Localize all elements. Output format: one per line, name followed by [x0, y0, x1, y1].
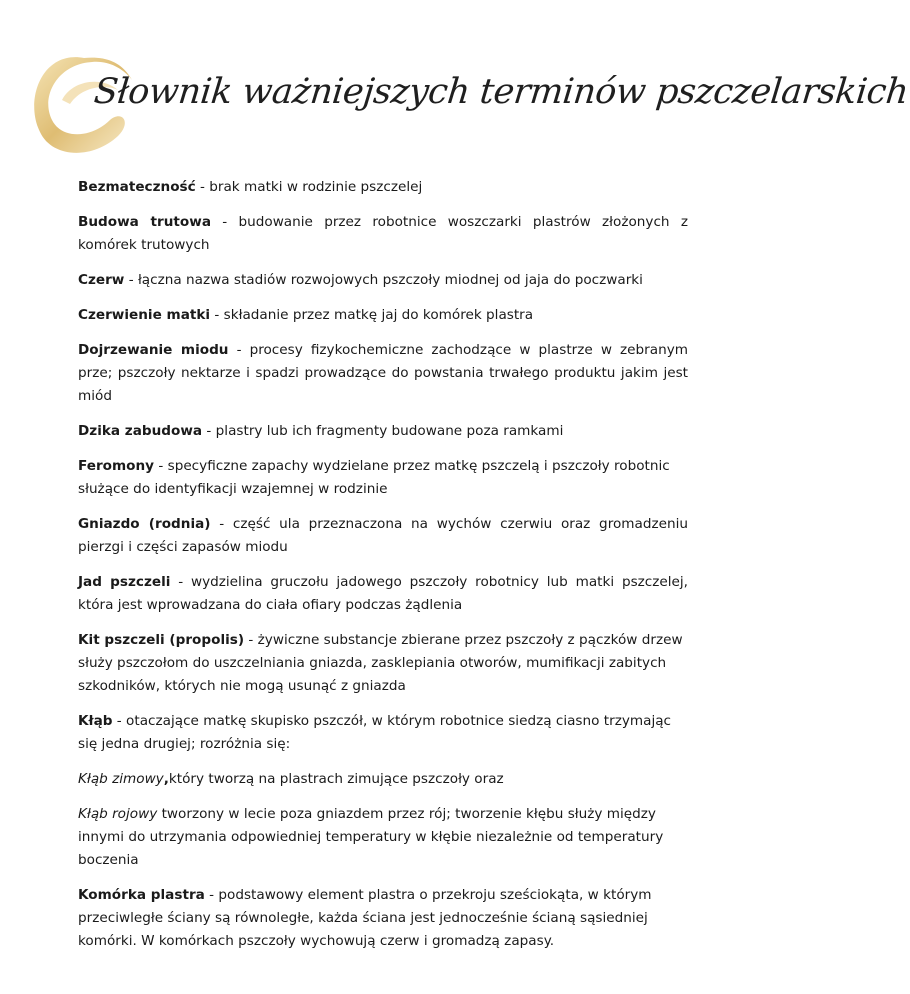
- glossary-entry: [78, 571, 688, 617]
- glossary-separator: -: [210, 307, 224, 323]
- glossary-entry: [78, 455, 688, 501]
- glossary-term: Czerwienie matki: [78, 307, 211, 323]
- glossary-term: Dzika zabudowa: [78, 423, 203, 439]
- glossary-definition: procesy fizykochemiczne zachodzące w plastrze w zebranym prze; pszczoły nektarze i spadzi prowadzące do powstania trwałego produktu jakim jest miód: [78, 342, 688, 404]
- glossary-separator: -: [210, 516, 233, 532]
- glossary-term: Kłąb: [78, 713, 113, 729]
- glossary-list: [78, 176, 688, 965]
- glossary-entry: [78, 420, 688, 443]
- glossary-definition: wydzielina gruczołu jadowego pszczoły robotnicy lub matki pszczelej, która jest wprowadzana do ciała ofiary podczas żądlenia: [78, 574, 689, 613]
- glossary-term: Kłąb rojowy: [78, 806, 158, 822]
- glossary-separator: -: [112, 713, 127, 729]
- glossary-definition: żywiczne substancje zbierane przez pszczoły z pączków drzew służy pszczołom do uszczelniania gniazda, zasklepiania otworów, mumifikacji zabitych szkodników, których nie mogą usunąć z gniazda: [78, 632, 683, 694]
- glossary-definition: łączna nazwa stadiów rozwojowych pszczoły miodnej od jaja do poczwarki: [137, 272, 643, 288]
- glossary-term: Czerw: [78, 272, 125, 288]
- glossary-separator: ,: [163, 771, 169, 787]
- page-title: Słownik ważniejszych terminów pszczelarskich: [92, 72, 910, 112]
- glossary-definition: który tworzą na plastrach zimujące pszczoły oraz: [168, 771, 504, 787]
- glossary-separator: -: [211, 214, 239, 230]
- glossary-term: Kłąb zimowy: [78, 771, 164, 787]
- glossary-term: Kit pszczeli (propolis): [78, 632, 245, 648]
- glossary-definition: podstawowy element plastra o przekroju sześciokąta, w którym przeciwległe ściany są równoległe, każda ściana jest jednocześnie ścianą sąsiedniej komórki. W komórkach pszczoły wychowują czerw i gromadzą zapasy.: [78, 887, 652, 949]
- glossary-separator: -: [195, 179, 210, 195]
- glossary-entry: [78, 768, 688, 791]
- glossary-term: Jad pszczeli: [78, 574, 171, 590]
- glossary-entry: [78, 269, 688, 292]
- page-header: [0, 0, 910, 160]
- glossary-definition: tworzony w lecie poza gniazdem przez rój; tworzenie kłębu służy między innymi do utrzymania odpowiedniej temperatury w kłębie niezależnie od temperatury boczenia: [78, 806, 664, 868]
- glossary-entry: [78, 339, 688, 408]
- glossary-separator: -: [228, 342, 250, 358]
- glossary-term: Feromony: [78, 458, 155, 474]
- glossary-definition: brak matki w rodzinie pszczelej: [209, 179, 423, 195]
- glossary-separator: -: [154, 458, 168, 474]
- glossary-entry: [78, 803, 688, 872]
- glossary-entry: [78, 176, 688, 199]
- glossary-definition: specyficzne zapachy wydzielane przez matkę pszczelą i pszczoły robotnic służące do identyfikacji wzajemnej w rodzinie: [78, 458, 670, 497]
- glossary-definition: plastry lub ich fragmenty budowane poza ramkami: [215, 423, 564, 439]
- glossary-term: Dojrzewanie miodu: [78, 342, 229, 358]
- glossary-separator: -: [202, 423, 216, 439]
- glossary-term: Gniazdo (rodnia): [78, 516, 211, 532]
- glossary-entry: [78, 629, 688, 698]
- glossary-term: Bezmateczność: [78, 179, 196, 195]
- glossary-entry: [78, 884, 688, 953]
- glossary-separator: -: [170, 574, 191, 590]
- glossary-term: Komórka plastra: [78, 887, 205, 903]
- glossary-term: Budowa trutowa: [78, 214, 211, 230]
- glossary-separator: -: [124, 272, 138, 288]
- glossary-separator: -: [244, 632, 258, 648]
- glossary-definition: część ula przeznaczona na wychów czerwiu oraz gromadzeniu pierzgi i części zapasów miodu: [78, 516, 689, 555]
- glossary-entry: [78, 304, 688, 327]
- glossary-entry: [78, 513, 688, 559]
- glossary-definition: otaczające matkę skupisko pszczół, w którym robotnice siedzą ciasno trzymając się jedna drugiej; rozróżnia się:: [78, 713, 672, 752]
- glossary-definition: budowanie przez robotnice woszczarki plastrów złożonych z komórek trutowych: [78, 214, 688, 253]
- glossary-definition: składanie przez matkę jaj do komórek plastra: [223, 307, 534, 323]
- glossary-separator: -: [204, 887, 219, 903]
- glossary-entry: [78, 710, 688, 756]
- glossary-entry: [78, 211, 688, 257]
